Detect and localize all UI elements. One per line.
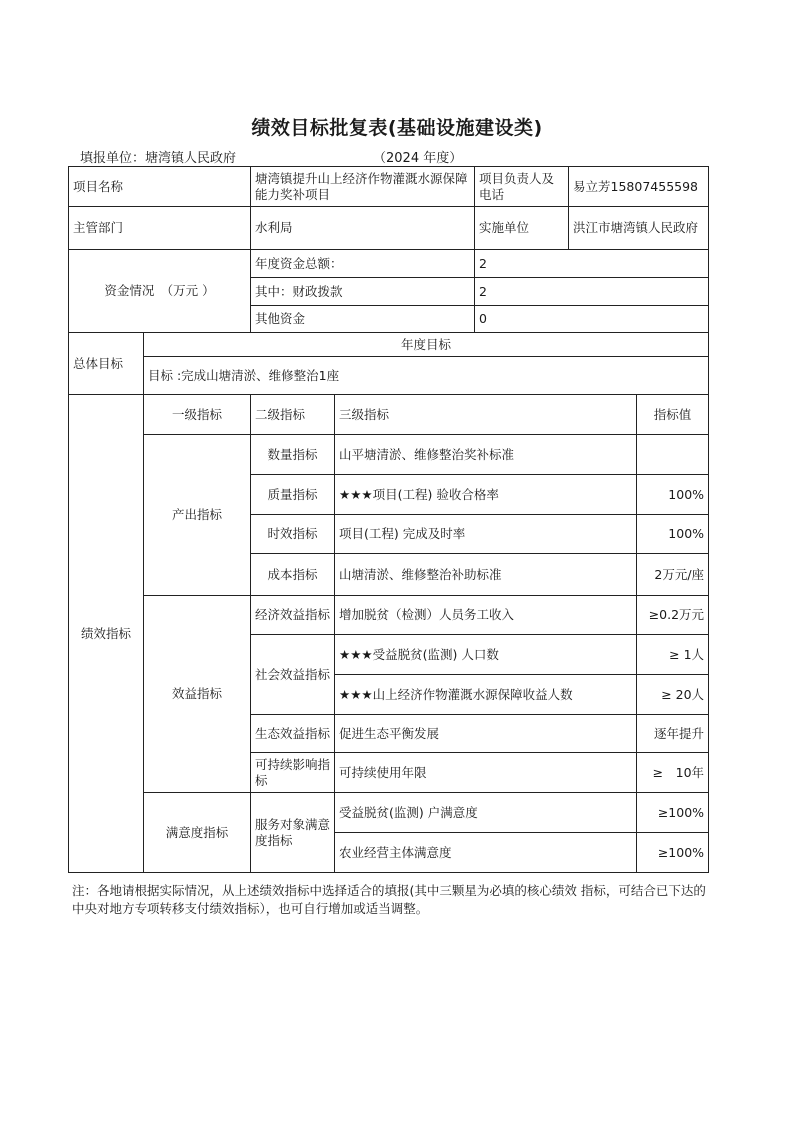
funds-total-value: 2 — [475, 250, 709, 278]
satisfaction-text-2: 农业经营主体满意度 — [335, 833, 637, 873]
funds-other-label: 其他资金 — [251, 306, 475, 333]
ecological-benefit-label: 生态效益指标 — [251, 715, 335, 753]
ecological-benefit-value: 逐年提升 — [637, 715, 709, 753]
perf-header-value: 指标值 — [637, 395, 709, 435]
perf-header-level3: 三级指标 — [335, 395, 637, 435]
sustainability-label: 可持续影响指标 — [251, 753, 335, 793]
satisfaction-text-1: 受益脱贫(监测) 户满意度 — [335, 793, 637, 833]
funds-other-value: 0 — [475, 306, 709, 333]
funds-fiscal-label: 其中：财政拨款 — [251, 278, 475, 306]
quantity-indicator-label: 数量指标 — [251, 435, 335, 475]
table-row — [69, 357, 709, 395]
satisfaction-value-1: ≥100% — [637, 793, 709, 833]
output-indicator-label: 产出指标 — [144, 435, 251, 596]
social-benefit-value-2: ≥ 20人 — [637, 675, 709, 715]
table-row — [69, 596, 709, 635]
economic-benefit-text: 增加脱贫（检测）人员务工收入 — [335, 596, 637, 635]
satisfaction-value-2: ≥100% — [637, 833, 709, 873]
impl-unit-label: 实施单位 — [475, 207, 569, 250]
document-title: 绩效目标批复表(基础设施建设类) — [251, 117, 543, 139]
report-year: （2024 年度） — [373, 151, 463, 166]
quality-indicator-text: ★★★项目(工程) 验收合格率 — [335, 475, 637, 515]
satisfaction-indicator-label: 满意度指标 — [144, 793, 251, 873]
social-benefit-text-1: ★★★受益脱贫(监测) 人口数 — [335, 635, 637, 675]
economic-benefit-label: 经济效益指标 — [251, 596, 335, 635]
table-row — [69, 435, 709, 475]
quantity-indicator-text: 山平塘清淤、维修整治奖补标准 — [335, 435, 637, 475]
performance-target-table — [68, 166, 709, 873]
table-row — [69, 395, 709, 435]
impl-unit-value: 洪江市塘湾镇人民政府 — [569, 207, 709, 250]
table-row — [69, 333, 709, 357]
dept-value: 水利局 — [251, 207, 475, 250]
table-row — [69, 207, 709, 250]
perf-indicator-label: 绩效指标 — [69, 395, 144, 873]
table-row — [69, 167, 709, 207]
cost-indicator-label: 成本指标 — [251, 554, 335, 596]
social-benefit-label: 社会效益指标 — [251, 635, 335, 715]
quality-indicator-value: 100% — [637, 475, 709, 515]
economic-benefit-value: ≥0.2万元 — [637, 596, 709, 635]
timeliness-indicator-value: 100% — [637, 515, 709, 554]
table-row — [69, 250, 709, 278]
quality-indicator-label: 质量指标 — [251, 475, 335, 515]
sustainability-text: 可持续使用年限 — [335, 753, 637, 793]
annual-goal-text: 目标 :完成山塘清淤、维修整治1座 — [144, 357, 709, 395]
funds-label: 资金情况 （万元 ） — [69, 250, 251, 333]
reporting-unit: 填报单位：塘湾镇人民政府 — [80, 151, 237, 166]
cost-indicator-text: 山塘清淤、维修整治补助标准 — [335, 554, 637, 596]
timeliness-indicator-text: 项目(工程) 完成及时率 — [335, 515, 637, 554]
project-leader-value: 易立芳15807455598 — [569, 167, 709, 207]
service-satisfaction-label: 服务对象满意度指标 — [251, 793, 335, 873]
perf-header-level2: 二级指标 — [251, 395, 335, 435]
dept-label: 主管部门 — [69, 207, 251, 250]
table-row — [69, 793, 709, 833]
benefit-indicator-label: 效益指标 — [144, 596, 251, 793]
cost-indicator-value: 2万元/座 — [637, 554, 709, 596]
footnote: 注：各地请根据实际情况，从上述绩效指标中选择适合的填报(其中三颗星为必填的核心绩效 指标，可结合已下达的中央对地方专项转移支付绩效指标），也可自行增加或适当调整。 — [72, 883, 706, 916]
annual-goal-header: 年度目标 — [144, 333, 709, 357]
project-name-value: 塘湾镇提升山上经济作物灌溉水源保障能力奖补项目 — [251, 167, 475, 207]
ecological-benefit-text: 促进生态平衡发展 — [335, 715, 637, 753]
project-leader-label: 项目负责人及电话 — [475, 167, 569, 207]
perf-header-level1: 一级指标 — [144, 395, 251, 435]
social-benefit-text-2: ★★★山上经济作物灌溉水源保障收益人数 — [335, 675, 637, 715]
project-name-label: 项目名称 — [69, 167, 251, 207]
funds-total-label: 年度资金总额： — [251, 250, 475, 278]
overall-goal-label: 总体目标 — [69, 333, 144, 395]
quantity-indicator-value — [637, 435, 709, 475]
timeliness-indicator-label: 时效指标 — [251, 515, 335, 554]
sustainability-value: ≥ 10年 — [637, 753, 709, 793]
funds-fiscal-value: 2 — [475, 278, 709, 306]
social-benefit-value-1: ≥ 1人 — [637, 635, 709, 675]
